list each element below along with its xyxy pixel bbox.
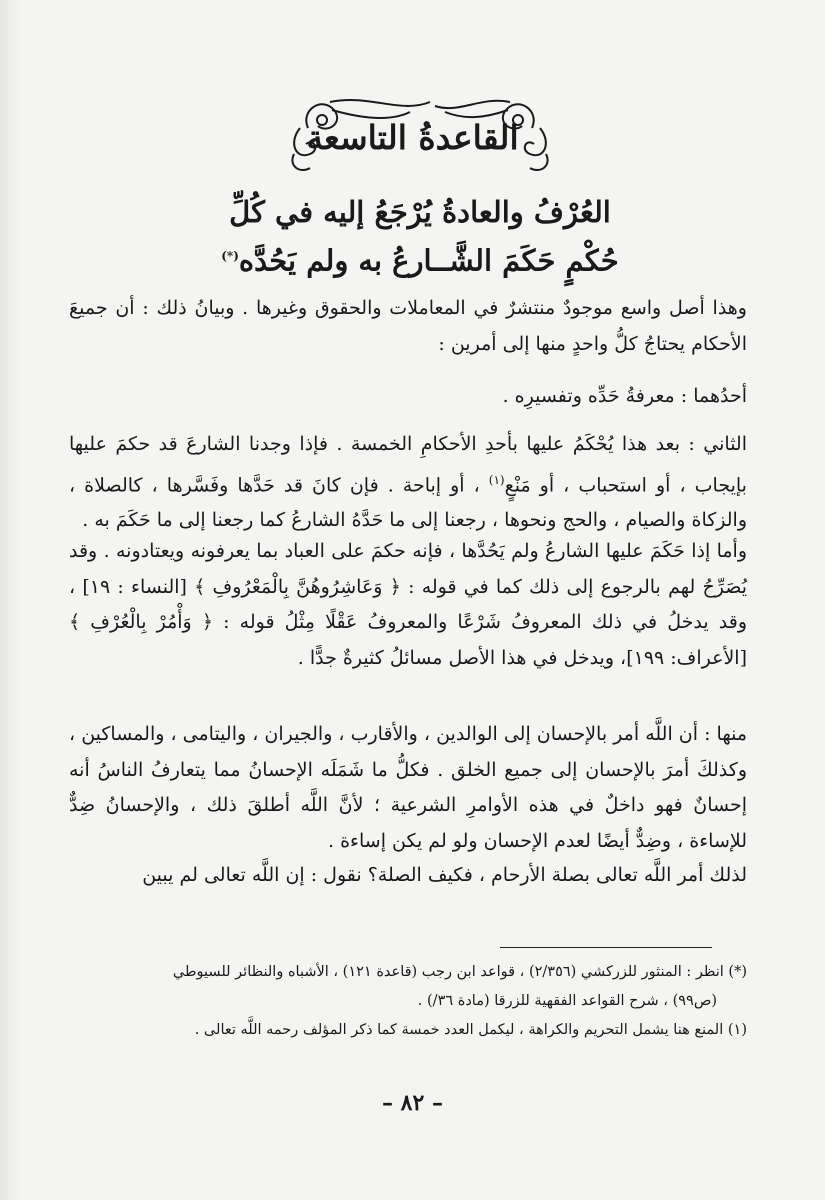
footnotes (69, 958, 747, 1045)
paragraph-examples: منها : أن اللَّه أمر بالإحسان إلى الوالدين ، والأقارب ، والجيران ، واليتامى ، والمساكين ، وكذلكَ أمرَ بالإحسان إلى جميع الخلق . فكلُّ ما شَمَلَه الإحسانُ مما يتعارفُ الناسُ أنه إحسانٌ فهو داخلٌ في هذه الأوامرِ الشرعية ؛ لأنَّ اللَّه أطلقَ ذلك ، والإحسانُ ضِدٌّ للإساءة ، وضِدٌّ أيضًا لعدم الإحسان ولو لم يكن إساءة . (69, 723, 747, 852)
paragraph-first: أحدُهما : معرفةُ حَدِّه وتفسيرِه . (502, 385, 747, 407)
rule-title-line-2 (120, 234, 720, 283)
paragraph-second-text-b: ، أو إباحة . فإن كانَ قد حَدَّها وفَسَّرها ، كالصلاة ، والزكاة والصيام ، والحج ونحوها ، رجعنا إلى ما حَدَّهُ الشارعُ كما رجعنا إلى ما حَكَمَ به . (69, 473, 747, 532)
footnote-marker-star: (*) (221, 249, 239, 263)
paragraph-third: وأما إذا حَكَمَ عليها الشارعُ ولم يَحُدَّها ، فإنه حكمَ على العباد بما يعرفونه ويعتادونه . وقد يُصَرِّحُ لهم بالرجوع إلى ذلك كما في قوله : ﴿ وَعَاشِرُوهُنَّ بِالْمَعْرُوفِ ﴾ [النساء : ١٩] ، وقد يدخلُ في ذلك المعروفُ شَرْعًا والمعروفُ عَقْلًا مِثْلُ قوله : ﴿ وَأْمُرْ بِالْعُرْفِ ﴾ [الأعراف: ١٩٩]، ويدخل في هذا الأصل مسائلُ كثيرةٌ جدًّا . (69, 540, 747, 669)
paragraph-last: لذلك أمر اللَّه تعالى بصلة الأرحام ، فكيف الصلة؟ نقول : إن اللَّه تعالى لم يبين (142, 864, 747, 886)
footnote-ref-1: (١) (488, 472, 505, 487)
footnote-star-line-2: (ص٩٩) ، شرح القواعد الفقهية للزرقا (مادة ٣٦/) . (417, 993, 717, 1009)
rule-title-line-2-text: حُكْمٍ حَكَمَ الشَّــارعُ به ولم يَحُدَّه (238, 243, 619, 278)
footnote-star-line-1: (*) انظر : المنثور للزركشي (٢/٣٥٦) ، قواعد ابن رجب (قاعدة ١٢١) ، الأشباه والنظائر للسيوطي (172, 964, 747, 980)
chapter-title: القاعدةُ التاسعة (306, 118, 519, 157)
footnote-1: (١) المنع هنا يشمل التحريم والكراهة ، ليكمل العدد خمسة كما ذكر المؤلف رحمه اللَّه تعالى . (194, 1022, 747, 1038)
rule-title-line-1: العُرْفُ والعادةُ يُرْجَعُ إليه في كُلِّ (229, 195, 611, 229)
footnote-separator (500, 947, 712, 948)
paragraph-second (69, 427, 747, 539)
paragraph-intro: وهذا أصل واسع موجودٌ منتشرٌ في المعاملات والحقوق وغيرها . وبيانُ ذلك : أن جميعَ الأحكام يحتاجُ كلُّ واحدٍ منها إلى أمرين : (69, 297, 747, 355)
page-number: – ٨٢ – (382, 1090, 443, 1116)
page-shadow (0, 0, 20, 1200)
paragraph-second-text-a: الثاني : بعد هذا يُحْكَمُ عليها بأحدِ الأحكامِ الخمسة . فإذا وجدنا الشارعَ قد حكمَ عليها بإيجاب ، أو استحباب ، أو مَنْعٍ (69, 433, 747, 496)
